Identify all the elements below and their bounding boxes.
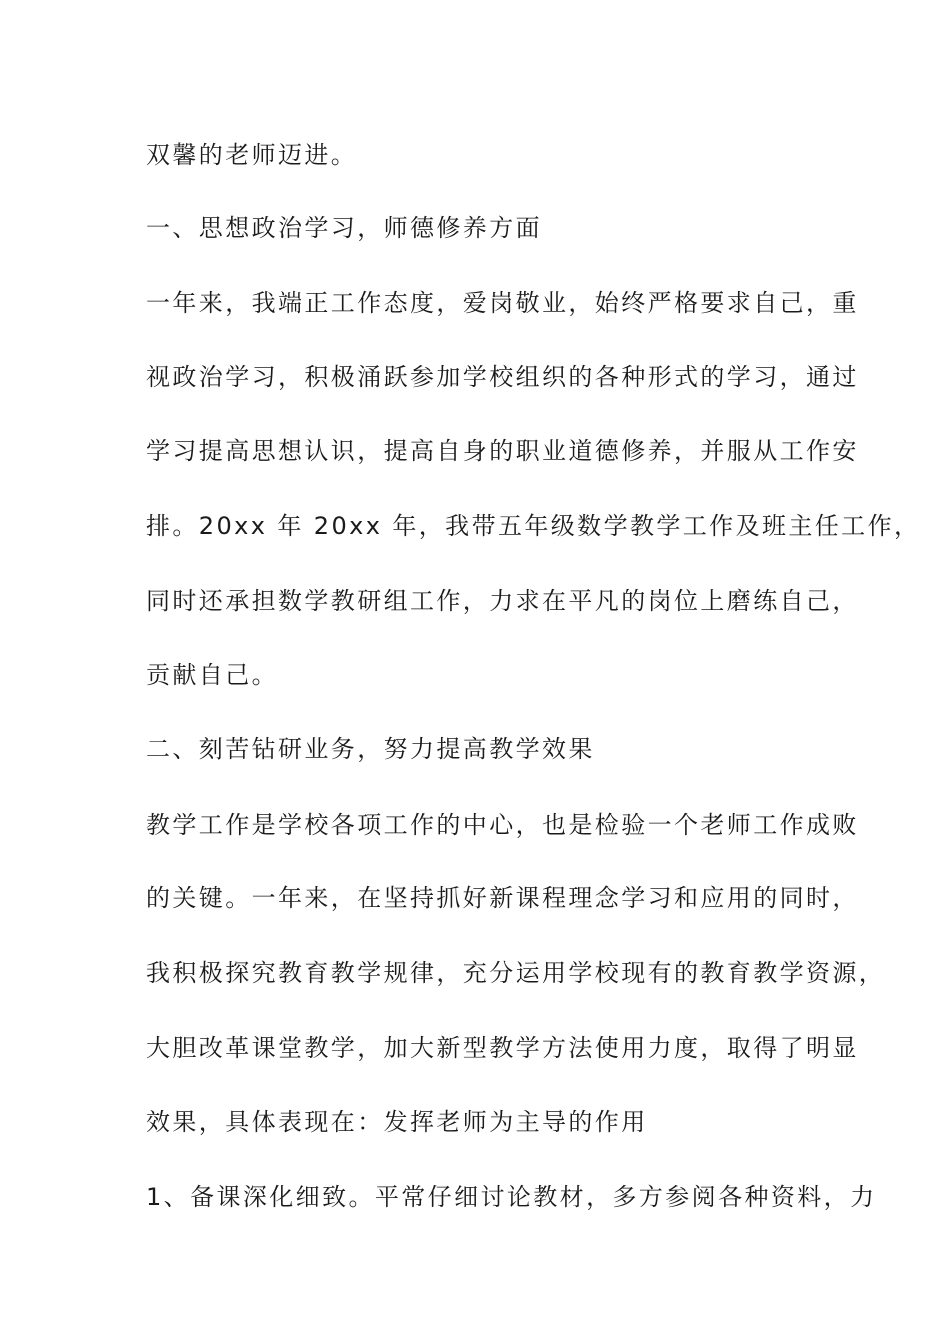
text-line: 一年来，我端正工作态度，爱岗敬业，始终严格要求自己，重	[146, 289, 859, 317]
text-line: 1、备课深化细致。平常仔细讨论教材，多方参阅各种资料，力	[146, 1183, 877, 1211]
text-line: 贡献自己。	[146, 661, 278, 689]
text-line: 效果，具体表现在：发挥老师为主导的作用	[146, 1108, 648, 1136]
text-line: 教学工作是学校各项工作的中心，也是检验一个老师工作成败	[146, 811, 859, 839]
section-heading: 一、思想政治学习，师德修养方面	[146, 214, 542, 242]
text-line: 排。20xx 年 20xx 年，我带五年级数学教学工作及班主任工作，	[146, 512, 921, 540]
text-line: 学习提高思想认识，提高自身的职业道德修养，并服从工作安	[146, 437, 859, 465]
text-line: 我积极探究教育教学规律，充分运用学校现有的教育教学资源，	[146, 959, 886, 987]
text-line: 同时还承担数学教研组工作，力求在平凡的岗位上磨练自己，	[146, 587, 859, 615]
text-line: 大胆改革课堂教学，加大新型教学方法使用力度，取得了明显	[146, 1034, 859, 1062]
text-line: 双馨的老师迈进。	[146, 141, 358, 169]
text-line: 视政治学习，积极涌跃参加学校组织的各种形式的学习，通过	[146, 363, 859, 391]
section-heading: 二、刻苦钻研业务，努力提高教学效果	[146, 735, 595, 763]
text-line: 的关键。一年来，在坚持抓好新课程理念学习和应用的同时，	[146, 884, 859, 912]
